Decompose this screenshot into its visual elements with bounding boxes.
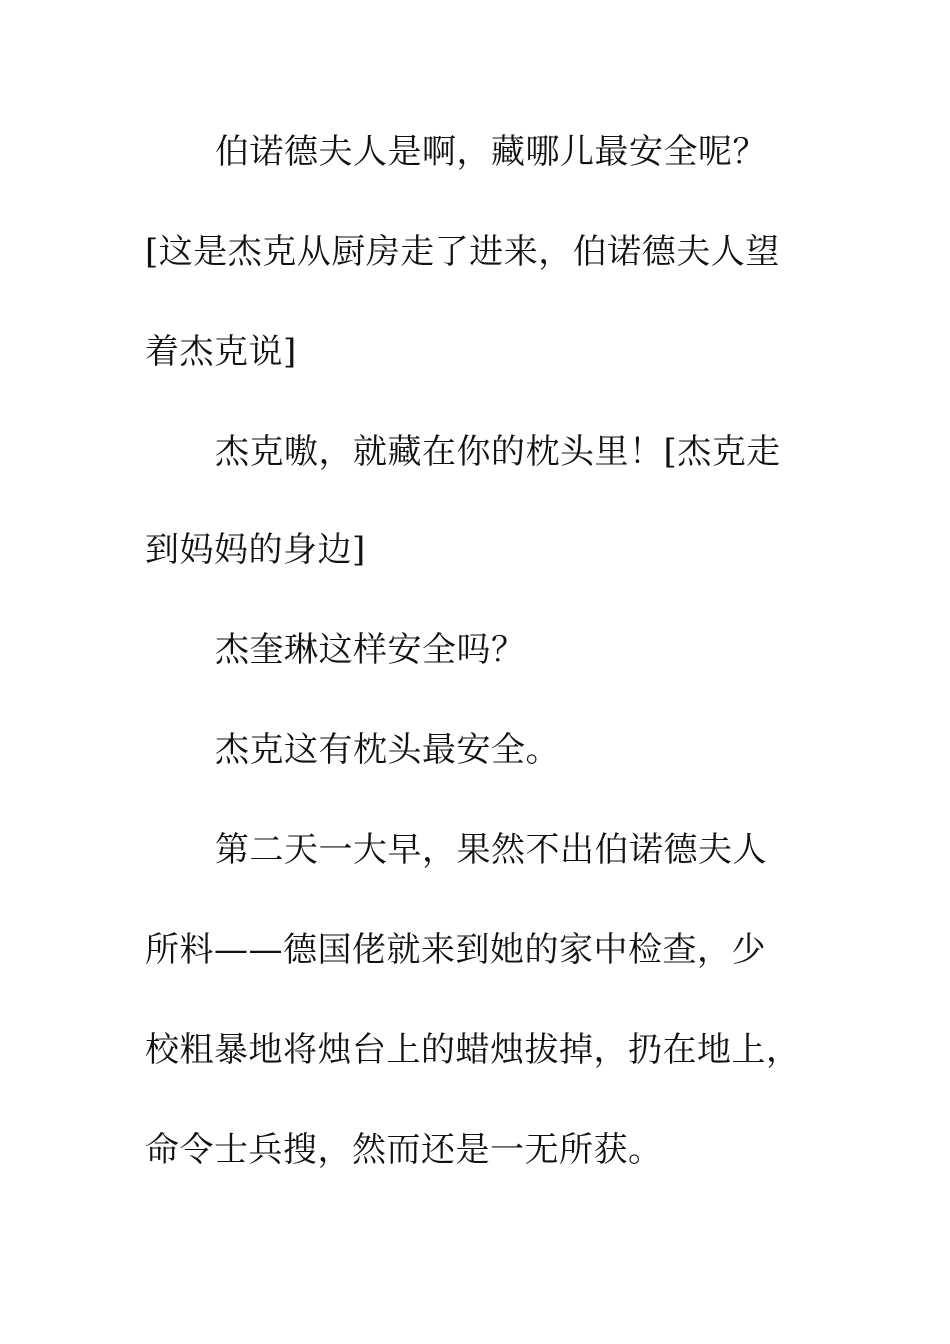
text-line: 杰克嗷，就藏在你的枕头里！[杰克走 (215, 432, 781, 472)
text-line: 第二天一大早，果然不出伯诺德夫人 (215, 830, 767, 870)
text-line: [这是杰克从厨房走了进来，伯诺德夫人望 (145, 232, 780, 272)
text-line: 杰奎琳这样安全吗？ (215, 630, 526, 670)
text-line: 杰克这有枕头最安全。 (215, 730, 560, 770)
text-line: 命令士兵搜，然而还是一无所获。 (145, 1130, 663, 1170)
text-line: 到妈妈的身边] (145, 530, 366, 570)
text-line: 伯诺德夫人是啊，藏哪儿最安全呢？ (215, 132, 767, 172)
text-line: 所料——德国佬就来到她的家中检查，少 (145, 930, 766, 970)
text-line: 校粗暴地将烛台上的蜡烛拔掉，扔在地上， (145, 1030, 801, 1070)
text-line: 着杰克说] (145, 332, 297, 372)
